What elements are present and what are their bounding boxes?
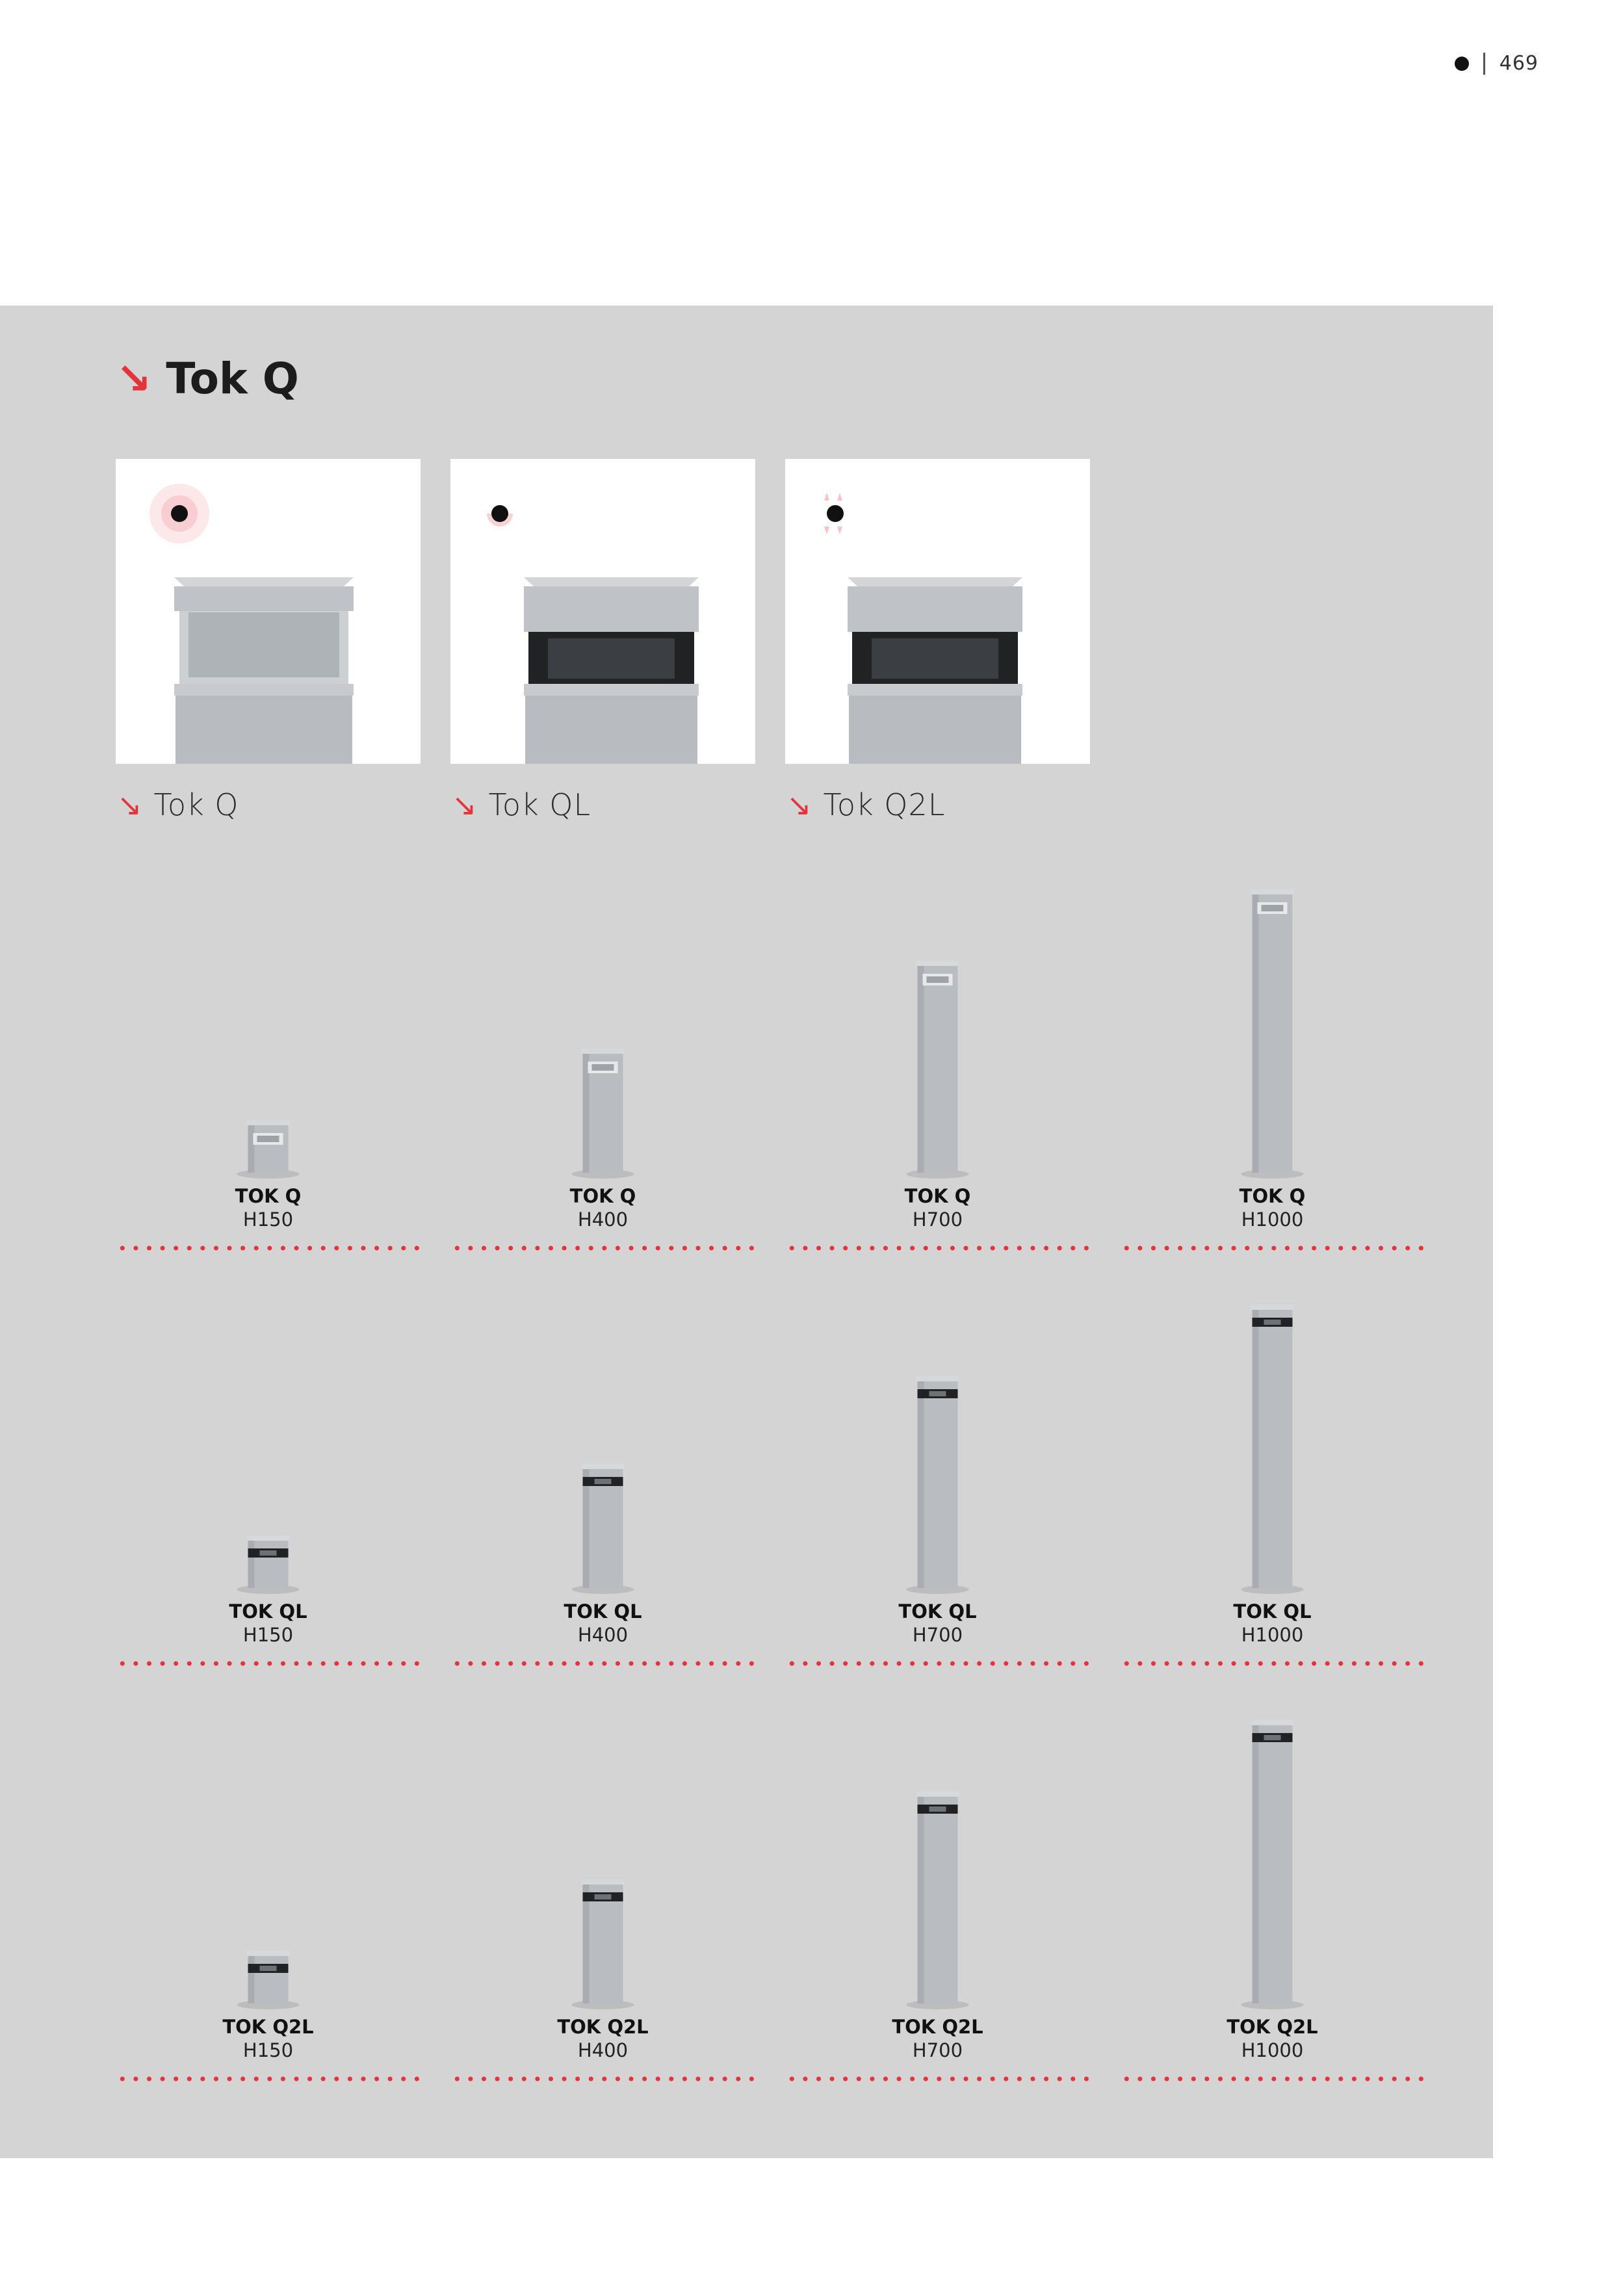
bollard-head-illustration bbox=[785, 459, 1090, 764]
bollard-led bbox=[1264, 1735, 1281, 1740]
bollard-icon bbox=[116, 1301, 421, 1600]
bollard-head-illustration bbox=[450, 459, 755, 764]
light-emission-icon bbox=[149, 484, 209, 543]
product-card[interactable] bbox=[785, 1301, 1090, 1666]
bollard-icon bbox=[450, 885, 755, 1184]
bollard-side bbox=[248, 1539, 255, 1588]
variant-caption-tok-q2l[interactable] bbox=[786, 787, 946, 822]
product-height: H700 bbox=[912, 1624, 963, 1646]
bollard-led bbox=[1264, 1320, 1281, 1325]
product-card[interactable] bbox=[785, 885, 1090, 1251]
bollard-side bbox=[248, 1124, 255, 1173]
product-card[interactable] bbox=[116, 1716, 421, 2081]
bollard-cap bbox=[1251, 1305, 1294, 1310]
dotted-divider bbox=[785, 1661, 1090, 1666]
product-name: TOK Q bbox=[1239, 1185, 1306, 1207]
bollard-reflector bbox=[1262, 905, 1284, 911]
bollard-side bbox=[248, 1955, 255, 2003]
variant-image-tok-q[interactable] bbox=[116, 459, 421, 764]
bollard-reflector bbox=[257, 1136, 279, 1142]
product-card[interactable] bbox=[450, 885, 755, 1251]
product-card[interactable] bbox=[116, 1301, 421, 1666]
page-number: 469 bbox=[1499, 52, 1539, 75]
bollard-led bbox=[595, 1894, 612, 1899]
bollard-side bbox=[1253, 1309, 1259, 1588]
bollard-icon bbox=[116, 1716, 421, 2015]
product-height: H150 bbox=[242, 2039, 294, 2061]
variant-image-tok-ql[interactable] bbox=[450, 459, 755, 764]
bollard-cap bbox=[247, 1535, 290, 1541]
product-height: H400 bbox=[577, 1624, 629, 1646]
bollard-image bbox=[785, 885, 1090, 1184]
bollard-head-illustration bbox=[116, 459, 421, 764]
product-card[interactable] bbox=[450, 1716, 755, 2081]
variant-image-tok-q2l[interactable] bbox=[785, 459, 1090, 764]
bollard-image bbox=[785, 1716, 1090, 2015]
variant-caption-tok-ql[interactable] bbox=[452, 787, 591, 822]
dotted-divider bbox=[450, 2076, 755, 2081]
bollard-reflector bbox=[927, 976, 949, 983]
bollard-icon bbox=[450, 1301, 755, 1600]
bollard-image bbox=[1120, 1716, 1425, 2015]
section-title-text: Tok Q bbox=[166, 354, 299, 404]
light-emission-icon bbox=[824, 493, 844, 534]
product-name: TOK Q2L bbox=[557, 2016, 649, 2038]
product-height: H150 bbox=[242, 1208, 294, 1231]
bollard-cap bbox=[582, 1879, 625, 1885]
dotted-divider bbox=[116, 1246, 421, 1251]
product-height: H1000 bbox=[1241, 2039, 1304, 2061]
product-name: TOK Q bbox=[904, 1185, 971, 1207]
bollard-led bbox=[260, 1966, 277, 1971]
bollard-cap bbox=[1251, 889, 1294, 894]
bollard-icon bbox=[1120, 1301, 1425, 1600]
bollard-cap bbox=[582, 1049, 625, 1054]
bollard-led bbox=[929, 1391, 946, 1396]
bollard-icon bbox=[785, 1716, 1090, 2015]
arrow-down-right-icon: ↘ bbox=[786, 787, 812, 822]
bollard-image bbox=[1120, 1301, 1425, 1600]
bollard-side bbox=[1253, 1724, 1259, 2003]
bollard-side bbox=[918, 965, 924, 1173]
bollard-icon bbox=[1120, 1716, 1425, 2015]
product-height: H700 bbox=[912, 2039, 963, 2061]
product-name: TOK QL bbox=[1233, 1600, 1312, 1623]
product-name: TOK QL bbox=[564, 1600, 642, 1623]
product-name: TOK Q2L bbox=[222, 2016, 314, 2038]
bollard-icon bbox=[116, 885, 421, 1184]
dotted-divider bbox=[450, 1246, 755, 1251]
bollard-cap bbox=[247, 1120, 290, 1125]
product-name: TOK Q2L bbox=[892, 2016, 983, 2038]
bollard-icon bbox=[1120, 885, 1425, 1184]
bollard-led bbox=[929, 1807, 946, 1812]
variant-label: Tok Q2L bbox=[823, 787, 946, 822]
divider bbox=[1483, 53, 1485, 75]
product-height: H1000 bbox=[1241, 1624, 1304, 1646]
bollard-cap bbox=[1251, 1720, 1294, 1725]
arrow-down-right-icon: ↘ bbox=[452, 787, 477, 822]
bollard-side bbox=[1253, 893, 1259, 1173]
bullet-icon bbox=[1455, 57, 1469, 71]
product-card[interactable] bbox=[1120, 1301, 1425, 1666]
bollard-image bbox=[1120, 885, 1425, 1184]
arrow-down-right-icon: ↘ bbox=[116, 354, 152, 404]
product-name: TOK QL bbox=[898, 1600, 977, 1623]
product-height: H400 bbox=[577, 2039, 629, 2061]
bollard-image bbox=[450, 1716, 755, 2015]
section-title bbox=[116, 354, 299, 404]
bollard-side bbox=[918, 1795, 924, 2003]
bollard-cap bbox=[582, 1464, 625, 1469]
variant-caption-tok-q[interactable] bbox=[117, 787, 239, 822]
bollard-image bbox=[785, 1301, 1090, 1600]
bollard-led bbox=[260, 1550, 277, 1556]
product-card[interactable] bbox=[450, 1301, 755, 1666]
product-height: H700 bbox=[912, 1208, 963, 1231]
product-height: H1000 bbox=[1241, 1208, 1304, 1231]
dotted-divider bbox=[785, 2076, 1090, 2081]
bollard-cap bbox=[916, 1792, 959, 1797]
product-height: H150 bbox=[242, 1624, 294, 1646]
dotted-divider bbox=[450, 1661, 755, 1666]
bollard-image bbox=[116, 885, 421, 1184]
dotted-divider bbox=[1120, 1246, 1425, 1251]
bollard-icon bbox=[450, 1716, 755, 2015]
product-name: TOK QL bbox=[229, 1600, 307, 1623]
variant-label: Tok QL bbox=[488, 787, 591, 822]
dotted-divider bbox=[116, 2076, 421, 2081]
bollard-led bbox=[595, 1479, 612, 1484]
product-name: TOK Q2L bbox=[1227, 2016, 1318, 2038]
light-emission-icon bbox=[487, 505, 513, 527]
bollard-cap bbox=[916, 1376, 959, 1381]
bollard-cap bbox=[247, 1951, 290, 1956]
product-name: TOK Q bbox=[569, 1185, 636, 1207]
product-card[interactable] bbox=[116, 885, 421, 1251]
bollard-image bbox=[450, 885, 755, 1184]
product-height: H400 bbox=[577, 1208, 629, 1231]
product-name: TOK Q bbox=[235, 1185, 302, 1207]
bollard-cap bbox=[916, 961, 959, 966]
variant-label: Tok Q bbox=[153, 787, 239, 822]
bollard-side bbox=[918, 1380, 924, 1588]
bollard-reflector bbox=[592, 1064, 614, 1071]
bollard-image bbox=[450, 1301, 755, 1600]
bollard-icon bbox=[785, 1301, 1090, 1600]
product-card[interactable] bbox=[1120, 885, 1425, 1251]
bollard-image bbox=[116, 1301, 421, 1600]
product-card[interactable] bbox=[1120, 1716, 1425, 2081]
dotted-divider bbox=[785, 1246, 1090, 1251]
dotted-divider bbox=[1120, 2076, 1425, 2081]
page-marker bbox=[1455, 52, 1539, 75]
arrow-down-right-icon: ↘ bbox=[117, 787, 142, 822]
bollard-image bbox=[116, 1716, 421, 2015]
bollard-icon bbox=[785, 885, 1090, 1184]
dotted-divider bbox=[116, 1661, 421, 1666]
dotted-divider bbox=[1120, 1661, 1425, 1666]
product-card[interactable] bbox=[785, 1716, 1090, 2081]
